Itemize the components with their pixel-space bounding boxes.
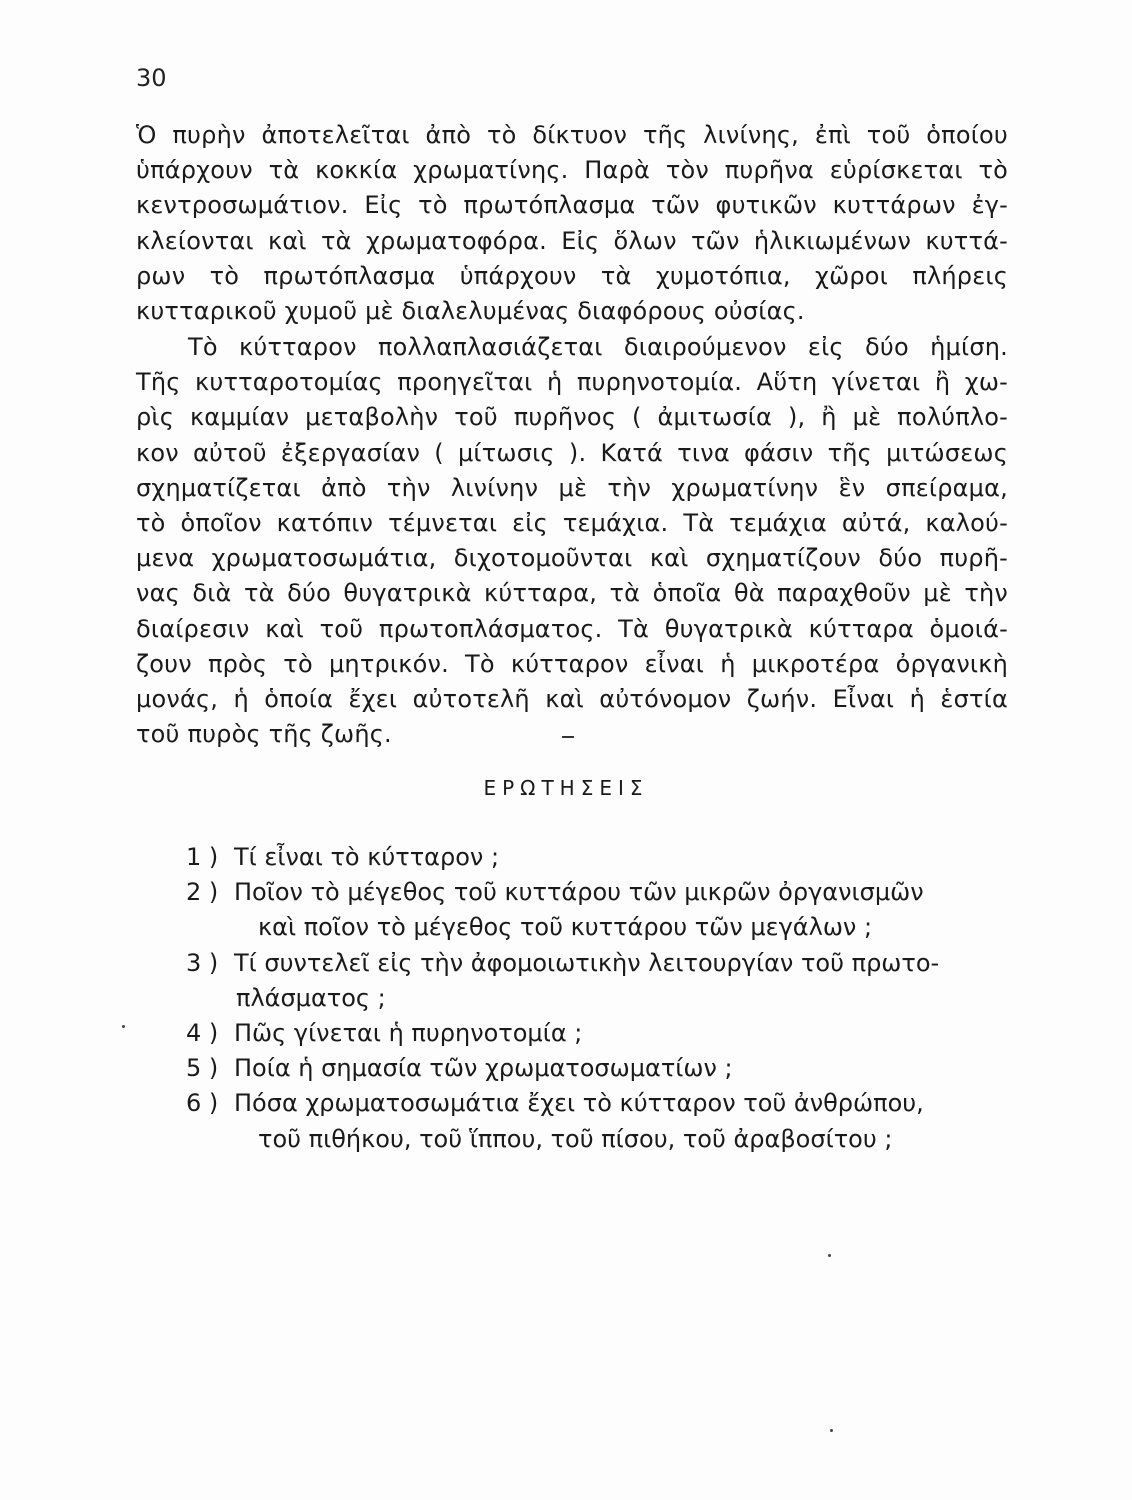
text-line: τοῦ πυρὸς τῆς ζωῆς. [136, 720, 392, 749]
question-item [186, 1051, 1026, 1086]
question-text: Τί συντελεῖ εἰς τὴν ἀφομοιωτικὴν λειτουργίαν τοῦ πρωτο- [234, 948, 940, 977]
question-text-continuation: καὶ ποῖον τὸ μέγεθος τοῦ κυττάρου τῶν μεγάλων ; [258, 913, 873, 942]
question-number: 2 ) [186, 878, 219, 907]
text-line: μενα χρωματοσωμάτια, διχοτομοῦνται καὶ σχηματίζουν δύο πυρῆ- [136, 544, 1008, 573]
question-item [186, 840, 1026, 875]
question-number: 4 ) [186, 1019, 219, 1048]
questions-list [186, 840, 1026, 1157]
text-line: Τὸ κύτταρον πολλαπλασιάζεται διαιρούμενον εἰς δύο ἡμίση. [188, 333, 1008, 361]
text-line: ὑπάρχουν τὰ κοκκία χρωματίνης. Παρὰ τὸν πυρῆνα εὑρίσκεται τὸ [136, 156, 1008, 185]
text-line: κυτταρικοῦ χυμοῦ μὲ διαλελυμένας διαφόρους οὐσίας. [136, 297, 805, 326]
text-line: κον αὐτοῦ ἐξεργασίαν ( μίτωσις ). Κατά τινα φάσιν τῆς μιτώσεως [136, 438, 1008, 467]
text-line: Τῆς κυτταροτομίας προηγεῖται ἡ πυρηνοτομία. Αὕτη γίνεται ἢ χω- [136, 368, 1008, 397]
questions-heading: ΕΡΩΤΗΣΕΙΣ [483, 776, 649, 800]
text-line: ρων τὸ πρωτόπλασμα ὑπάρχουν τὰ χυμοτόπια, χῶροι πλήρεις [136, 261, 1008, 290]
text-line: μονάς, ἡ ὁποία ἔχει αὐτοτελῆ καὶ αὐτόνομον ζωήν. Εἶναι ἡ ἑστία [136, 685, 1008, 714]
page-number: 30 [136, 64, 167, 92]
text-line: κλείονται καὶ τὰ χρωματοφόρα. Εἰς ὅλων τῶν ἡλικιωμένων κυττά- [136, 226, 1008, 255]
text-line: ρὶς καμμίαν μεταβολὴν τοῦ πυρῆνος ( ἀμιτωσία ), ἢ μὲ πολύπλο- [136, 403, 1008, 432]
question-number: 1 ) [186, 843, 219, 871]
text-line: ζουν πρὸς τὸ μητρικόν. Τὸ κύτταρον εἶναι ἡ μικροτέρα ὀργανικὴ [136, 649, 1008, 678]
text-line: νας διὰ τὰ δύο θυγατρικὰ κύτταρα, τὰ ὁποῖα θὰ παραχθοῦν μὲ τὴν [136, 579, 1008, 608]
text-line: σχηματίζεται ἀπὸ τὴν λινίνην μὲ τὴν χρωματίνην ἓν σπείραμα, [136, 473, 1008, 502]
print-speck [122, 1025, 125, 1028]
print-speck [830, 1429, 833, 1432]
question-item [186, 946, 1026, 1016]
text-line: κεντροσωμάτιον. Εἰς τὸ πρωτόπλασμα τῶν φυτικῶν κυττάρων ἐγ- [136, 191, 1008, 220]
paragraph-cell-structure [136, 118, 1008, 329]
question-text: Ποῖον τὸ μέγεθος τοῦ κυττάρου τῶν μικρῶν ὀργανισμῶν [234, 878, 924, 907]
text-line: διαίρεσιν καὶ τοῦ πρωτοπλάσματος. Τὰ θυγατρικὰ κύτταρα ὁμοιά- [136, 614, 1008, 643]
text-line: τὸ ὁποῖον κατόπιν τέμνεται εἰς τεμάχια. Τὰ τεμάχια αὐτά, καλού- [136, 509, 1008, 538]
question-item [186, 1086, 1026, 1156]
question-number: 5 ) [186, 1054, 219, 1083]
question-text: Πόσα χρωματοσωμάτια ἔχει τὸ κύτταρον τοῦ ἀνθρώπου, [234, 1089, 924, 1118]
question-text-continuation: πλάσματος ; [236, 983, 386, 1012]
print-speck [828, 1254, 831, 1257]
question-item [186, 1016, 1026, 1051]
question-text-continuation: τοῦ πιθήκου, τοῦ ἵππου, τοῦ πίσου, τοῦ ἀραβοσίτου ; [258, 1124, 893, 1153]
question-item [186, 875, 1026, 945]
question-text: Πῶς γίνεται ἡ πυρηνοτομία ; [234, 1019, 583, 1048]
question-number: 6 ) [186, 1089, 219, 1118]
text-line: Ὁ πυρὴν ἀποτελεῖται ἀπὸ τὸ δίκτυον τῆς λινίνης, ἐπὶ τοῦ ὁποίου [136, 121, 1008, 149]
section-divider [562, 736, 574, 738]
question-text: Τί εἶναι τὸ κύτταρον ; [234, 843, 500, 871]
question-text: Ποία ἡ σημασία τῶν χρωματοσωματίων ; [234, 1054, 733, 1083]
question-number: 3 ) [186, 948, 219, 977]
paragraph-cell-division [136, 330, 1008, 752]
